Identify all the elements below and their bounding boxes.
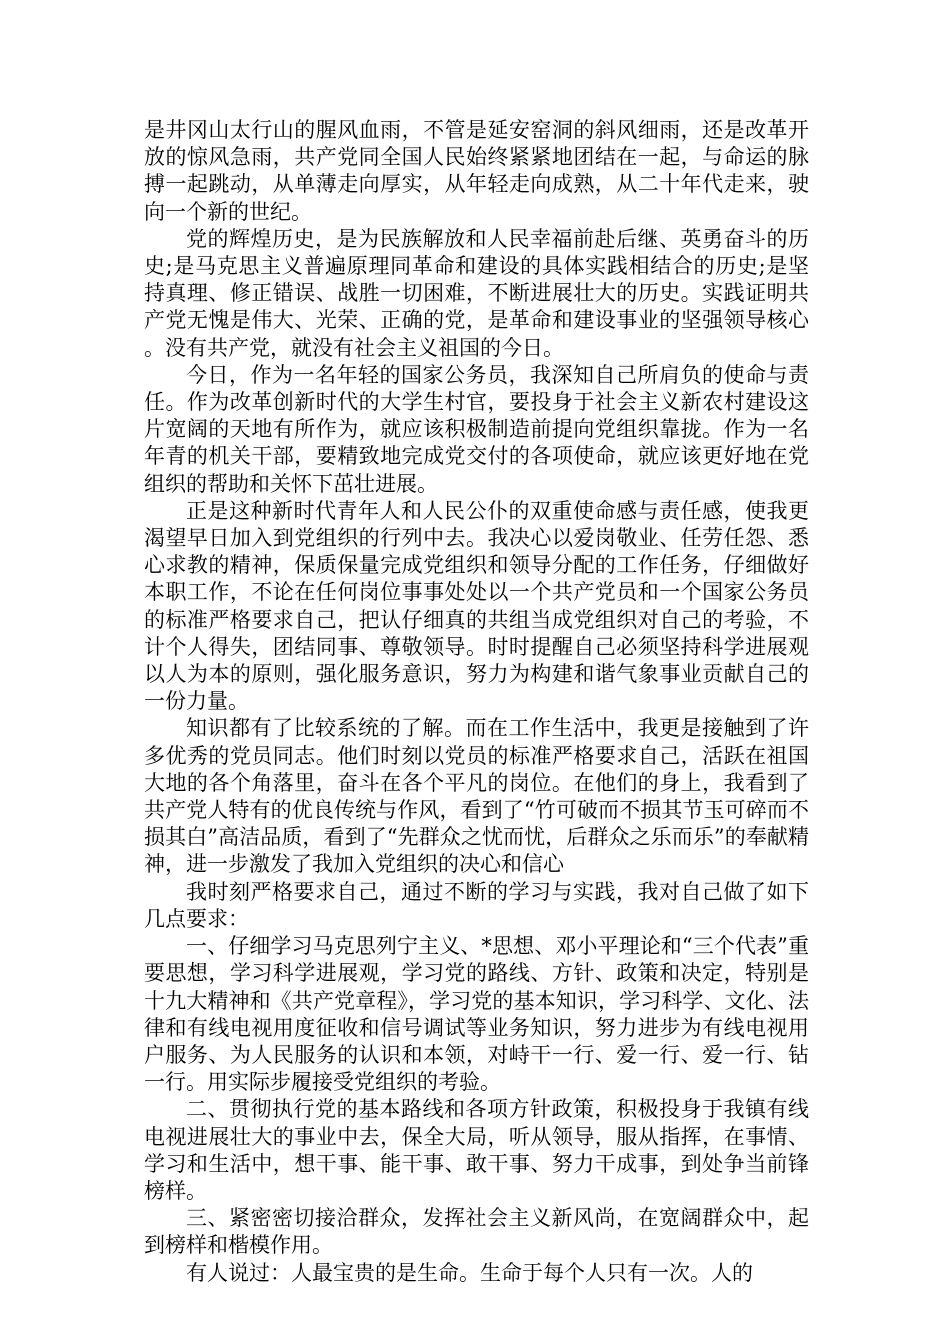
paragraph-9: 三、紧密密切接洽群众，发挥社会主义新风尚，在宽阔群众中，起到榜样和楷模作用。 <box>144 1206 809 1258</box>
paragraph-10: 有人说过：人最宝贵的是生命。生命于每个人只有一次。人的 <box>186 1260 753 1285</box>
paragraph-7: 一、仔细学习马克思列宁主义、*思想、邓小平理论和“三个代表”重要思想，学习科学进展观，学习党的路线、方针、政策和决定，特别是十九大精神和《共产党章程》，学习党的基本知识，学习科学、文化、法律和有线电视用度征收和信号调试等业务知识，努力进步为有线电视用户服务、为人民服务的认识和本领，对峙干一行、爱一行、爱一行、钻一行。用实际步履接受党组织的考验。 <box>144 934 809 1095</box>
paragraph-5: 知识都有了比较系统的了解。而在工作生活中，我更是接触到了许多优秀的党员同志。他们时刻以党员的标准严格要求自己，活跃在祖国大地的各个角落里，奋斗在各个平凡的岗位。在他们的身上，我看到了共产党人特有的优良传统与作风，看到了“竹可破而不损其节玉可碎而不损其白”高洁品质，看到了“先群众之忧而忧，后群众之乐而乐”的奉献精神，进一步激发了我加入党组织的决心和信心 <box>144 716 809 877</box>
paragraph-2: 党的辉煌历史，是为民族解放和人民幸福前赴后继、英勇奋斗的历史;是马克思主义普遍原理同革命和建设的具体实践相结合的历史;是坚持真理、修正错误、战胜一切困难，不断进展壮大的历史。实践证明共产党无愧是伟大、光荣、正确的党，是革命和建设事业的坚强领导核心。没有共产党，就没有社会主义祖国的今日。 <box>144 226 809 360</box>
document-page <box>144 117 809 1287</box>
paragraph-3: 今日，作为一名年轻的国家公务员，我深知自己所肩负的使命与责任。作为改革创新时代的大学生村官，要投身于社会主义新农村建设这片宽阔的天地有所作为，就应该积极制造前提向党组织靠拢。作为一名年青的机关干部，要精致地完成党交付的各项使命，就应该更好地在党组织的帮助和关怀下茁壮进展。 <box>144 362 809 496</box>
paragraph-4: 正是这种新时代青年人和人民公仆的双重使命感与责任感，使我更渴望早日加入到党组织的行列中去。我决心以爱岗敬业、任劳任怨、悉心求教的精神，保质保量完成党组织和领导分配的工作任务，仔细做好本职工作，不论在任何岗位事事处处以一个共产党员和一个国家公务员的标准严格要求自己，把认仔细真的共组当成党组织对自己的考验，不计个人得失，团结同事、尊敬领导。时时提醒自己必须坚持科学进展观以人为本的原则，强化服务意识，努力为构建和谐气象事业贡献自己的一份力量。 <box>144 498 809 714</box>
paragraph-8: 二、贯彻执行党的基本路线和各项方针政策，积极投身于我镇有线电视进展壮大的事业中去，保全大局，听从领导，服从指挥，在事情、学习和生活中，想干事、能干事、敢干事、努力干成事，到处争当前锋榜样。 <box>144 1097 809 1203</box>
paragraph-1: 是井冈山太行山的腥风血雨，不管是延安窑洞的斜风细雨，还是改革开放的惊风急雨，共产党同全国人民始终紧紧地团结在一起，与命运的脉搏一起跳动，从单薄走向厚实，从年轻走向成熟，从二十年代走来，驶向一个新的世纪。 <box>144 118 809 224</box>
paragraph-6: 我时刻严格要求自己，通过不断的学习与实践，我对自己做了如下几点要求： <box>144 879 809 931</box>
